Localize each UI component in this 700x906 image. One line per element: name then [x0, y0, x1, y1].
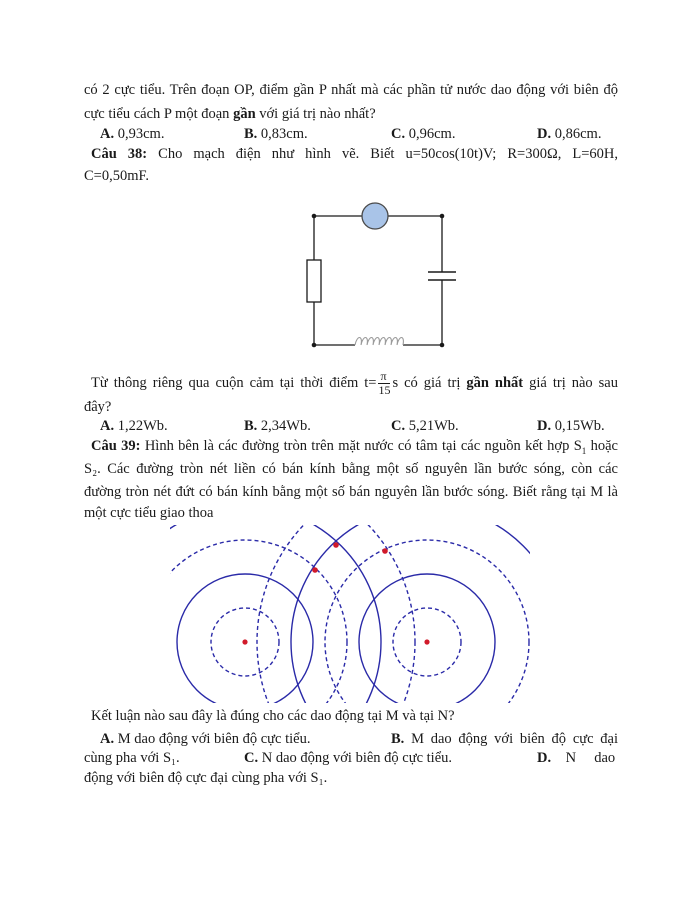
time-fraction: $\frac{\pi}{15}$ [378, 369, 391, 397]
q38-after-line2: đây? [84, 399, 112, 415]
resistor [307, 260, 321, 302]
q38-option-d: D. 0,15Wb. [537, 418, 605, 434]
q39-line4: một cực tiểu giao thoa [84, 505, 214, 521]
q37-line1: có 2 cực tiểu. Trên đoạn OP, điểm gần P nhất mà các phần tử nước dao động với biên độ [84, 82, 618, 98]
q38-option-c: C. 5,21Wb. [391, 418, 459, 434]
q37-option-d: D. 0,86cm. [537, 126, 602, 142]
source-s1-dot [242, 639, 247, 644]
q37-line2: cực tiểu cách P một đoạn gần với giá trị nào nhất? [84, 106, 376, 122]
q39-option-d: D. N dao [537, 750, 616, 766]
node-top-left [312, 214, 317, 219]
q39-option-b: B. M dao động với biên độ cực đại [391, 731, 619, 747]
q38-line2: C=0,50mF. [84, 168, 150, 184]
q38-line1: Câu 38: Cho mạch điện như hình vẽ. Biết u=50cos(10t)V; R=300Ω, L=60H, [91, 146, 618, 162]
q37-option-a: A. 0,93cm. [100, 126, 165, 142]
interference-diagram [170, 525, 530, 703]
q38-option-a: A. 1,22Wb. [100, 418, 168, 434]
ac-source [362, 203, 388, 229]
inductor-coil [355, 338, 403, 346]
q39-question: Kết luận nào sau đây là đúng cho các dao động tại M và tại N? [91, 708, 455, 724]
point-dot-right [382, 548, 388, 554]
q39-line2: S₂. Các đường tròn nét liền có bán kính bằng một số nguyên lần bước sóng, còn các [84, 461, 618, 477]
point-m-dot [333, 542, 339, 548]
q38-option-b: B. 2,34Wb. [244, 418, 311, 434]
q37-option-c: C. 0,96cm. [391, 126, 456, 142]
node-top-right [440, 214, 445, 219]
q37-option-b: B. 0,83cm. [244, 126, 308, 142]
q39-option-b-cont: cùng pha với S₁. [84, 750, 180, 766]
node-bottom-left [312, 343, 317, 348]
q39-option-d-cont: động với biên độ cực đại cùng pha với S₁. [84, 770, 328, 786]
point-dot-left [312, 567, 318, 573]
q39-line3: đường tròn nét đứt có bán kính bằng một số bán nguyên lần bước sóng. Biết rằng tại M là [84, 484, 618, 500]
q38-after-line1: Từ thông riêng qua cuộn cảm tại thời điểm t= $\frac{\pi}{15}$ s có giá trị gần nhất giá trị nào sau [91, 369, 618, 397]
q39-line1: Câu 39: Hình bên là các đường tròn trên mặt nước có tâm tại các nguồn kết hợp $S_1$ hoặc [91, 438, 618, 456]
node-bottom-right [440, 343, 445, 348]
q39-option-a: A. M dao động với biên độ cực tiểu. [100, 731, 311, 747]
q39-option-c: C. N dao động với biên độ cực tiểu. [244, 750, 453, 766]
source-s2-dot [424, 639, 429, 644]
circuit-diagram [300, 200, 460, 355]
